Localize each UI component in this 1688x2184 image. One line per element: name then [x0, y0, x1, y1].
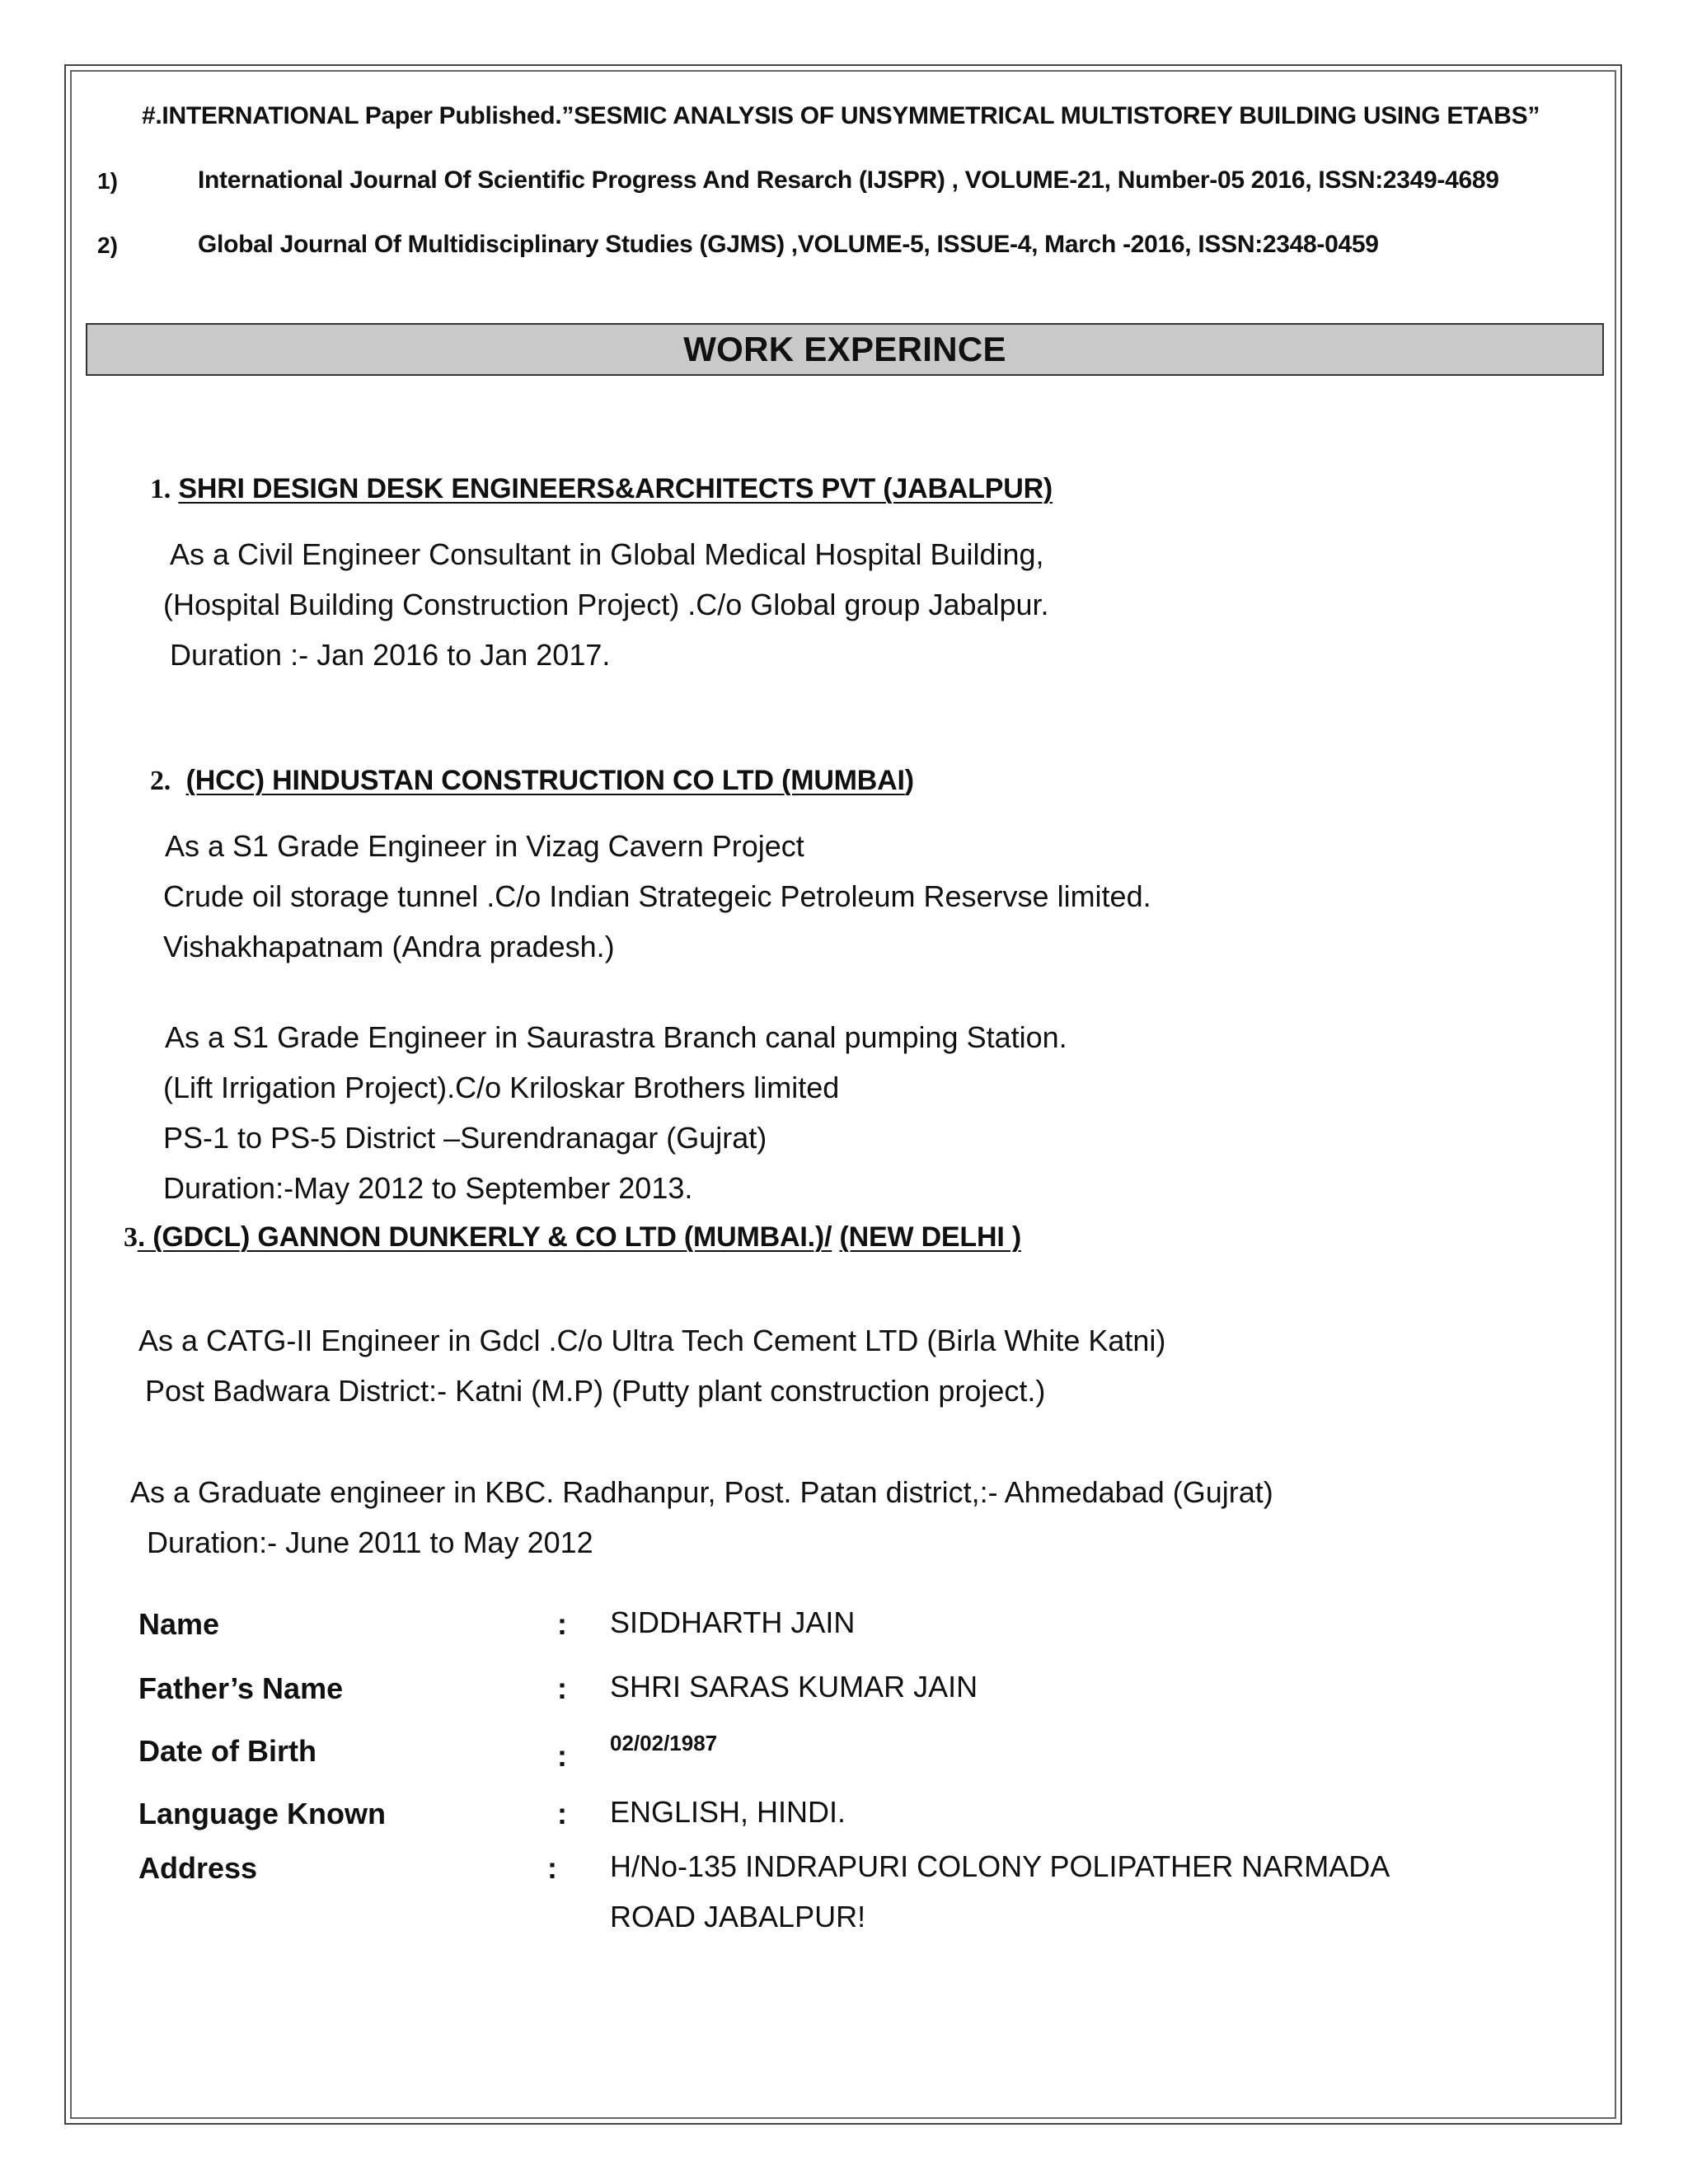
job-detail-line: Duration:- June 2011 to May 2012 — [147, 1526, 593, 1559]
job-title: . (GDCL) GANNON DUNKERLY & CO LTD (MUMBAI.)/ — [137, 1221, 832, 1253]
job-detail-line: (Lift Irrigation Project).C/o Kriloskar Brothers limited — [163, 1071, 840, 1104]
job-detail-line: As a S1 Grade Engineer in Vizag Cavern Project — [165, 829, 804, 863]
detail-value-name: SIDDHARTH JAIN — [610, 1605, 856, 1639]
detail-colon: : — [557, 1607, 567, 1641]
detail-value-father: SHRI SARAS KUMAR JAIN — [610, 1670, 978, 1704]
publication-item: International Journal Of Scientific Progress And Resarch (IJSPR) , VOLUME-21, Number-05 2016, ISSN:2349-4689 — [198, 166, 1499, 194]
publication-item: Global Journal Of Multidisciplinary Studies (GJMS) ,VOLUME-5, ISSUE-4, March -2016, ISSN:2348-0459 — [198, 231, 1379, 258]
job-detail-line: Post Badwara District:- Katni (M.P) (Putty plant construction project.) — [145, 1374, 1046, 1408]
detail-label: Address — [138, 1851, 258, 1885]
detail-colon: : — [557, 1797, 567, 1830]
detail-value-language: ENGLISH, HINDI. — [610, 1795, 846, 1829]
job-detail-line: As a S1 Grade Engineer in Saurastra Branch canal pumping Station. — [165, 1020, 1067, 1054]
detail-colon: : — [547, 1851, 557, 1885]
job-detail-line: Duration:-May 2012 to September 2013. — [163, 1171, 693, 1205]
job-heading — [124, 1221, 1021, 1254]
publication-number: 1) — [97, 168, 118, 194]
detail-label: Language Known — [138, 1797, 386, 1830]
job-detail-line: PS-1 to PS-5 District –Surendranagar (Gujrat) — [163, 1121, 767, 1155]
detail-value-dob: 02/02/1987 — [610, 1731, 718, 1755]
job-detail-line: Vishakhapatnam (Andra pradesh.) — [163, 930, 615, 963]
section-title: WORK EXPERINCE — [683, 330, 1006, 368]
job-title-tail: ) — [904, 765, 914, 796]
detail-label: Date of Birth — [138, 1734, 316, 1768]
job-title: SHRI DESIGN DESK ENGINEERS&ARCHITECTS PVT (JABALPUR) — [178, 473, 1053, 504]
job-title-location: (NEW DELHI ) — [839, 1221, 1021, 1253]
publications-heading: #.INTERNATIONAL Paper Published.”SESMIC ANALYSIS OF UNSYMMETRICAL MULTISTOREY BUILDING USING ETABS” — [142, 102, 1540, 129]
detail-value-address: H/No-135 INDRAPURI COLONY POLIPATHER NARMADA — [610, 1849, 1390, 1883]
job-heading — [150, 473, 1053, 505]
job-detail-line: As a CATG-II Engineer in Gdcl .C/o Ultra Tech Cement LTD (Birla White Katni) — [138, 1324, 1166, 1357]
job-detail-line: (Hospital Building Construction Project) .C/o Global group Jabalpur. — [163, 588, 1049, 621]
detail-colon: : — [557, 1671, 567, 1705]
detail-label: Father’s Name — [138, 1671, 344, 1705]
detail-value-address-line2: ROAD JABALPUR! — [610, 1900, 866, 1933]
job-number: 3 — [124, 1222, 138, 1253]
job-title: (HCC) HINDUSTAN CONSTRUCTION CO LTD (MUMBAI — [185, 765, 905, 796]
detail-label: Name — [138, 1607, 220, 1641]
job-number: 1. — [150, 474, 171, 504]
job-detail-line: Crude oil storage tunnel .C/o Indian Strategeic Petroleum Reservse limited. — [163, 879, 1151, 913]
publication-number: 2) — [97, 232, 118, 258]
job-detail-line: As a Civil Engineer Consultant in Global Medical Hospital Building, — [170, 537, 1044, 571]
job-number: 2. — [150, 766, 171, 796]
job-heading — [150, 765, 914, 797]
job-detail-line: As a Graduate engineer in KBC. Radhanpur, Post. Patan district,:- Ahmedabad (Gujrat) — [130, 1475, 1273, 1509]
job-detail-line: Duration :- Jan 2016 to Jan 2017. — [170, 638, 611, 672]
section-header-bar — [86, 323, 1604, 376]
detail-colon: : — [557, 1739, 567, 1773]
